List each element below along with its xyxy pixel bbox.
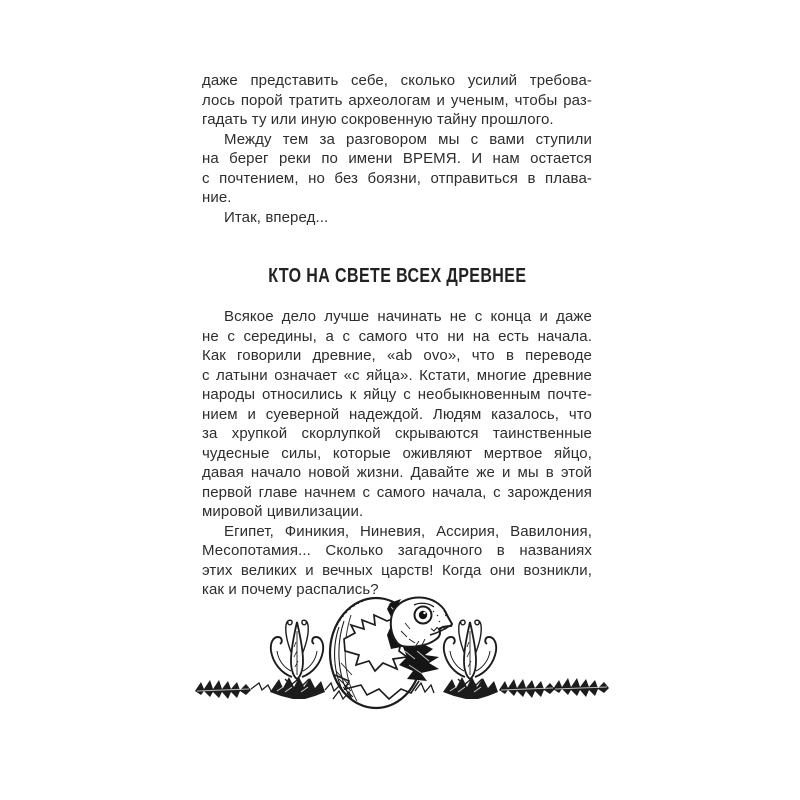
text-line: лось порой тратить археологам и ученым, чтобы раз- <box>202 91 592 109</box>
text-line: не с середины, а с самого что ни на есть начала. <box>202 327 592 345</box>
text-line: гадать ту или иную сокровенную тайну прошлого. <box>202 111 554 128</box>
text-line: как и почему распались? <box>202 581 379 598</box>
text-line: мировой цивилизации. <box>202 503 364 520</box>
text-line: даже представить себе, сколько усилий требова- <box>202 72 592 89</box>
text-line: на берег реки по имени ВРЕМЯ. И нам остается <box>202 150 592 167</box>
lotus-flower-right <box>443 620 498 699</box>
laurel-branch-left <box>195 680 251 699</box>
text-line: нием и суеверной надеждой. Людям казалось, что <box>202 405 592 423</box>
text-line: за хрупкой скорлупкой скрываются таинственные <box>202 425 592 442</box>
text-line: ние. <box>202 189 232 206</box>
dinosaur-egg-vignette-svg <box>193 595 617 725</box>
hatching-dinosaur-illustration <box>193 595 617 725</box>
text-column <box>202 71 592 600</box>
baby-dinosaur-head <box>391 598 452 648</box>
text-line: чудесные силы, которые оживляют мертвое яйцо, <box>202 444 592 462</box>
lotus-flower-left <box>270 620 325 699</box>
laurel-branch-right <box>499 679 555 698</box>
text-line: давая начало новой жизни. Давайте же и мы в этой <box>202 464 592 481</box>
cracked-egg-with-baby-dinosaur <box>330 598 452 709</box>
text-line: этих великих и вечных царств! Когда они возникли, <box>202 561 592 579</box>
text-line: Между тем за разговором мы с вами ступили <box>224 130 592 148</box>
text-line: Как говорили древние, «ab ovo», что в переводе <box>202 347 592 364</box>
text-line: с латыни означает «с яйца». Кстати, многие древние <box>202 366 592 384</box>
chapter-heading-text: КТО НА СВЕТЕ ВСЕХ ДРЕВНЕЕ <box>267 265 527 287</box>
text-line: с почтением, но без боязни, отправиться в плава- <box>202 169 592 187</box>
text-line: Итак, вперед... <box>224 208 329 226</box>
chapter-heading <box>202 263 592 289</box>
text-line: народы относились к яйцу с необыкновенным почте- <box>202 386 592 403</box>
text-line: Месопотамия... Сколько загадочного в названиях <box>202 542 592 559</box>
text-line: Всякое дело лучше начинать не с конца и даже <box>224 308 592 325</box>
text-line: первой главе начнем с самого начала, с зарождения <box>202 483 592 501</box>
text-line: Египет, Финикия, Ниневия, Ассирия, Вавилония, <box>224 522 592 540</box>
